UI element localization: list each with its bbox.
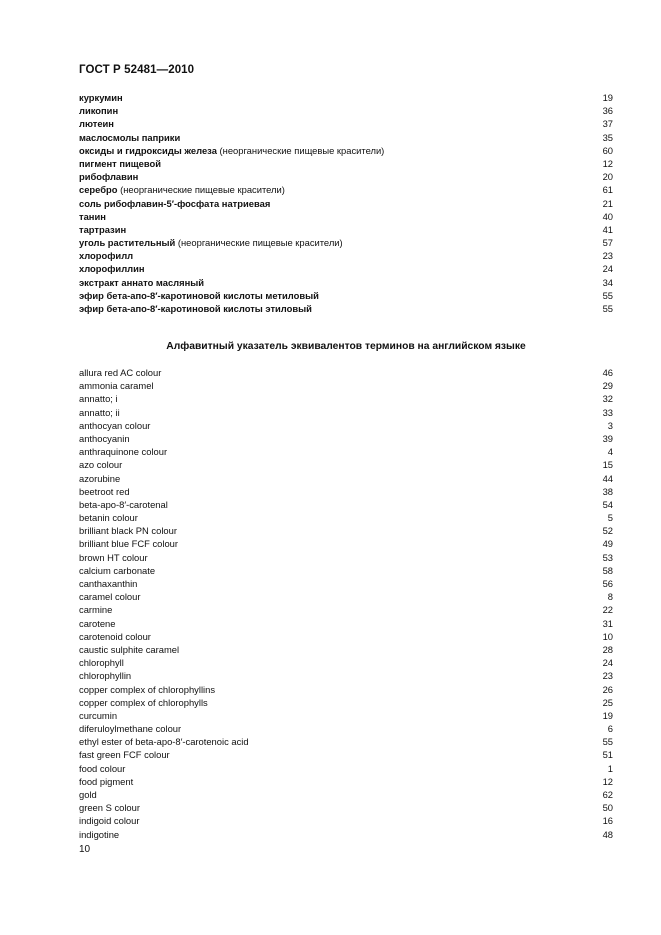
entry-page-number: 8 [607,591,613,603]
term-text: маслосмолы паприки [79,131,181,143]
entry-page-number: 52 [602,525,613,537]
entry-term [79,392,118,405]
entry-page-number: 15 [602,459,613,471]
index-entry [79,210,613,223]
term-text: green S colour [79,802,140,814]
index-entry [79,236,613,249]
entry-term [79,210,106,223]
index-entry [79,131,613,144]
term-text: anthraquinone colour [79,446,168,458]
term-text: beta-apo-8′-carotenal [79,498,168,510]
term-text: рибофлавин [79,171,139,183]
term-text: canthaxanthin [79,578,138,589]
term-note: (неорганические пищевые красители) [216,144,385,156]
entry-term [79,801,140,814]
index-entry [79,537,613,550]
entry-page-number: 16 [602,815,613,827]
entry-page-number: 21 [602,197,613,209]
entry-term [79,445,167,458]
term-text: серебро [79,184,118,196]
entry-page-number: 12 [602,157,613,169]
term-text: caramel colour [79,591,141,603]
document-code-header: ГОСТ Р 52481—2010 [79,64,195,76]
index-entry [79,735,613,748]
entry-page-number: 34 [602,276,613,288]
entry-page-number: 53 [602,551,613,563]
entry-term [79,183,285,196]
index-entry [79,696,613,709]
entry-term [79,498,168,511]
entry-term [79,157,161,170]
entry-page-number: 26 [602,683,613,695]
term-text: copper complex of chlorophyllins [79,683,216,695]
entry-term [79,630,151,643]
entry-term [79,537,178,550]
index-entry [79,762,613,775]
entry-term [79,669,131,682]
entry-page-number: 51 [602,749,613,761]
entry-page-number: 19 [602,92,613,103]
index-entry [79,656,613,669]
entry-term [79,643,179,656]
entry-term [79,814,139,827]
entry-page-number: 24 [602,263,613,275]
entry-term [79,775,133,788]
entry-page-number: 46 [602,367,613,378]
index-entry [79,302,613,315]
entry-page-number: 5 [607,512,613,524]
entry-term [79,603,112,616]
entry-term [79,617,115,630]
entry-page-number: 23 [602,670,613,682]
entry-page-number: 40 [602,210,613,222]
entry-term [79,458,122,471]
index-entry [79,419,613,432]
index-entry [79,170,613,183]
term-text: food pigment [79,775,134,787]
entry-term [79,289,319,302]
index-entry [79,458,613,471]
entry-page-number: 41 [602,223,613,235]
english-term-index [79,366,613,841]
entry-page-number: 4 [607,446,613,458]
entry-term [79,788,97,801]
term-text: эфир бета-апо-8′-каротиновой кислоты метиловый [79,289,319,301]
index-entry [79,472,613,485]
term-text: diferuloylmethane colour [79,723,182,735]
index-entry [79,524,613,537]
term-text: anthocyan colour [79,419,151,431]
term-text: azorubine [79,472,121,484]
term-text: уголь растительный [79,237,176,249]
term-text: эфир бета-апо-8′-каротиновой кислоты этиловый [79,303,312,314]
entry-page-number: 24 [602,657,613,669]
entry-term [79,276,204,289]
entry-page-number: 20 [602,171,613,183]
index-entry [79,289,613,302]
entry-page-number: 56 [602,578,613,589]
entry-term [79,564,155,577]
index-entry [79,485,613,498]
entry-page-number: 54 [602,498,613,510]
index-entry [79,223,613,236]
index-entry [79,157,613,170]
entry-term [79,524,177,537]
entry-term [79,551,148,564]
entry-page-number: 12 [602,775,613,787]
index-entry [79,603,613,616]
entry-term [79,379,154,392]
term-text: food colour [79,762,126,774]
entry-page-number: 62 [602,789,613,800]
index-entry [79,709,613,722]
index-entry [79,630,613,643]
term-text: chlorophyll [79,657,124,669]
index-entry [79,104,613,117]
index-entry [79,814,613,827]
entry-term [79,144,384,157]
index-entry [79,590,613,603]
entry-term [79,366,161,379]
entry-term [79,722,181,735]
entry-page-number: 60 [602,144,613,156]
entry-term [79,709,117,722]
entry-page-number: 58 [602,564,613,576]
term-text: carmine [79,604,113,616]
index-entry [79,722,613,735]
term-text: куркумин [79,92,123,103]
entry-page-number: 48 [602,828,613,840]
index-entry [79,669,613,682]
entry-term [79,104,118,117]
entry-page-number: 33 [602,406,613,418]
index-entry [79,262,613,275]
entry-page-number: 10 [602,630,613,642]
entry-term [79,91,123,104]
index-entry [79,564,613,577]
entry-term [79,485,130,498]
entry-page-number: 28 [602,643,613,655]
entry-term [79,511,138,524]
index-entry [79,551,613,564]
entry-term [79,262,145,275]
term-text: лютеин [79,118,114,130]
entry-page-number: 50 [602,802,613,814]
term-text: хлорофилл [79,250,134,262]
term-text: тартразин [79,223,127,235]
index-entry [79,144,613,157]
term-text: carotenoid colour [79,630,151,642]
index-entry [79,392,613,405]
index-entry [79,643,613,656]
entry-page-number: 6 [607,723,613,735]
index-entry [79,788,613,801]
index-entry [79,117,613,130]
term-text: calcium carbonate [79,564,156,576]
index-entry [79,406,613,419]
entry-page-number: 57 [602,237,613,249]
index-entry [79,91,613,104]
index-entry [79,511,613,524]
index-entry [79,577,613,590]
entry-term [79,472,120,485]
term-text: ammonia caramel [79,380,154,392]
term-text: carotene [79,617,116,629]
index-entry [79,748,613,761]
term-text: azo colour [79,459,123,471]
term-text: chlorophyllin [79,670,132,682]
entry-term [79,683,215,696]
index-entry [79,617,613,630]
entry-term [79,828,119,841]
term-text: anthocyanin [79,432,130,444]
entry-page-number: 23 [602,250,613,262]
entry-page-number: 37 [602,118,613,130]
index-entry [79,183,613,196]
term-text: brown HT colour [79,551,148,563]
entry-page-number: 25 [602,696,613,708]
index-entry [79,683,613,696]
term-text: пигмент пищевой [79,157,162,169]
term-note: (неорганические пищевые красители) [175,237,343,249]
entry-term [79,131,180,144]
term-text: brilliant black PN colour [79,525,177,537]
russian-term-index [79,91,613,315]
term-text: betanin colour [79,512,138,524]
entry-page-number: 29 [602,380,613,392]
term-text: ethyl ester of beta-apo-8′-carotenoic acid [79,736,249,748]
entry-term [79,577,137,590]
entry-page-number: 31 [602,617,613,629]
entry-term [79,656,124,669]
entry-page-number: 32 [602,393,613,405]
term-text: indigoid colour [79,815,140,827]
index-entry [79,276,613,289]
term-text: caustic sulphite caramel [79,643,180,655]
entry-page-number: 19 [602,709,613,721]
term-text: fast green FCF colour [79,749,170,761]
entry-page-number: 49 [602,538,613,550]
term-text: curcumin [79,709,118,721]
index-entry [79,828,613,841]
index-entry [79,432,613,445]
entry-term [79,236,343,249]
entry-term [79,762,125,775]
index-entry [79,366,613,379]
entry-page-number: 39 [602,432,613,444]
entry-term [79,696,208,709]
entry-page-number: 55 [602,303,613,314]
term-text: copper complex of chlorophylls [79,696,208,708]
term-text: annatto; ii [79,406,120,418]
entry-page-number: 1 [607,762,613,774]
page-number: 10 [79,844,91,855]
term-text: оксиды и гидроксиды железа [79,144,217,156]
entry-term [79,419,150,432]
entry-page-number: 22 [602,604,613,616]
entry-page-number: 44 [602,472,613,484]
entry-page-number: 3 [607,419,613,431]
term-text: gold [79,789,97,800]
term-text: annatto; i [79,393,118,405]
entry-page-number: 61 [602,184,613,196]
term-text: ликопин [79,105,119,117]
entry-page-number: 55 [602,289,613,301]
term-text: indigotine [79,828,120,840]
entry-term [79,432,130,445]
entry-term [79,223,126,236]
term-text: allura red AC colour [79,367,162,378]
entry-term [79,302,312,315]
entry-page-number: 35 [602,131,613,143]
index-entry [79,379,613,392]
term-text: танин [79,210,106,222]
term-text: хлорофиллин [79,263,145,275]
index-entry [79,775,613,788]
index-entry [79,801,613,814]
entry-term [79,197,270,210]
entry-term [79,249,133,262]
entry-page-number: 36 [602,105,613,117]
index-entry [79,445,613,458]
entry-term [79,735,249,748]
index-entry [79,197,613,210]
term-text: экстракт аннато масляный [79,276,205,288]
entry-term [79,748,170,761]
term-text: соль рибофлавин-5′-фосфата натриевая [79,197,271,209]
entry-term [79,590,140,603]
term-note: (неорганические пищевые красители) [117,184,285,196]
entry-term [79,170,138,183]
index-entry [79,249,613,262]
term-text: beetroot red [79,485,130,497]
entry-page-number: 38 [602,485,613,497]
term-text: brilliant blue FCF colour [79,538,178,550]
entry-page-number: 55 [602,736,613,748]
entry-term [79,406,120,419]
index-entry [79,498,613,511]
section-title: Алфавитный указатель эквивалентов терминов на английском языке [166,341,526,352]
entry-term [79,117,114,130]
